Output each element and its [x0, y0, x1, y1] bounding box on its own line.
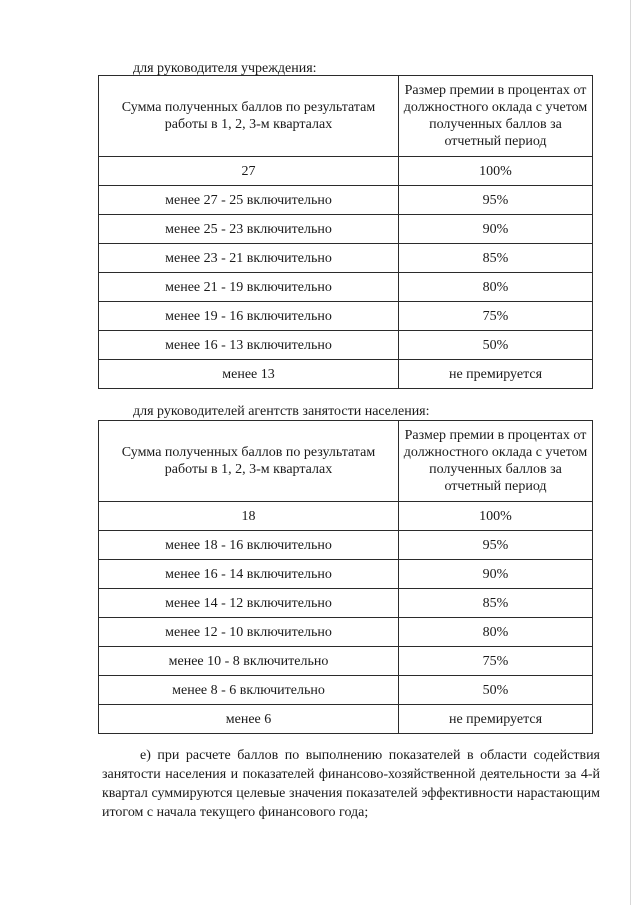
score-cell: менее 23 - 21 включительно [99, 244, 399, 273]
score-cell: менее 27 - 25 включительно [99, 186, 399, 215]
score-cell: менее 25 - 23 включительно [99, 215, 399, 244]
table-row [99, 215, 593, 244]
table-row [99, 244, 593, 273]
score-cell: менее 19 - 16 включительно [99, 302, 399, 331]
table-header-row [99, 421, 593, 502]
bonus-cell: 100% [399, 157, 593, 186]
bonus-table-employment-agency [98, 420, 593, 734]
scan-edge-line [630, 0, 631, 905]
table-row [99, 647, 593, 676]
bonus-cell: 50% [399, 331, 593, 360]
header-bonus-cell: Размер премии в процентах от должностного оклада с учетом полученных баллов за отчетный период [399, 76, 593, 157]
bonus-cell: 95% [399, 186, 593, 215]
header-bonus-cell: Размер премии в процентах от должностного оклада с учетом полученных баллов за отчетный период [399, 421, 593, 502]
table-row [99, 502, 593, 531]
table-row [99, 157, 593, 186]
table-header-row [99, 76, 593, 157]
score-cell: менее 16 - 13 включительно [99, 331, 399, 360]
table-row [99, 705, 593, 734]
score-cell: менее 14 - 12 включительно [99, 589, 399, 618]
table-row [99, 560, 593, 589]
bonus-cell: не премируется [399, 705, 593, 734]
table-row [99, 531, 593, 560]
table-row [99, 676, 593, 705]
bonus-cell: 80% [399, 618, 593, 647]
score-cell: 18 [99, 502, 399, 531]
table-row [99, 273, 593, 302]
bonus-cell: не премируется [399, 360, 593, 389]
table-row [99, 186, 593, 215]
bonus-table-institution-head [98, 75, 593, 389]
score-cell: менее 8 - 6 включительно [99, 676, 399, 705]
bonus-cell: 50% [399, 676, 593, 705]
section2-caption: для руководителей агентств занятости населения: [133, 404, 430, 419]
bonus-cell: 75% [399, 647, 593, 676]
bonus-cell: 90% [399, 215, 593, 244]
score-cell: менее 21 - 19 включительно [99, 273, 399, 302]
score-cell: менее 6 [99, 705, 399, 734]
section1-caption: для руководителя учреждения: [133, 61, 317, 76]
bonus-cell: 80% [399, 273, 593, 302]
score-cell: 27 [99, 157, 399, 186]
score-cell: менее 10 - 8 включительно [99, 647, 399, 676]
header-score-cell: Сумма полученных баллов по результатам работы в 1, 2, 3-м кварталах [99, 76, 399, 157]
score-cell: менее 16 - 14 включительно [99, 560, 399, 589]
table-row [99, 618, 593, 647]
bonus-cell: 90% [399, 560, 593, 589]
table-row [99, 589, 593, 618]
bonus-cell: 95% [399, 531, 593, 560]
score-cell: менее 12 - 10 включительно [99, 618, 399, 647]
bonus-cell: 100% [399, 502, 593, 531]
table-row [99, 360, 593, 389]
score-cell: менее 18 - 16 включительно [99, 531, 399, 560]
paragraph-e-text: е) при расчете баллов по выполнению показателей в области содействия занятости населения и показателей финансово-хозяйственной деятельности за 4-й квартал суммируются целевые значения показателей эффективности нарастающим итогом с начала текущего финансового года; [102, 748, 600, 820]
bonus-cell: 75% [399, 302, 593, 331]
table-row [99, 331, 593, 360]
table-row [99, 302, 593, 331]
bonus-cell: 85% [399, 589, 593, 618]
header-score-cell: Сумма полученных баллов по результатам работы в 1, 2, 3-м кварталах [99, 421, 399, 502]
bonus-cell: 85% [399, 244, 593, 273]
score-cell: менее 13 [99, 360, 399, 389]
paragraph-e [102, 746, 600, 822]
